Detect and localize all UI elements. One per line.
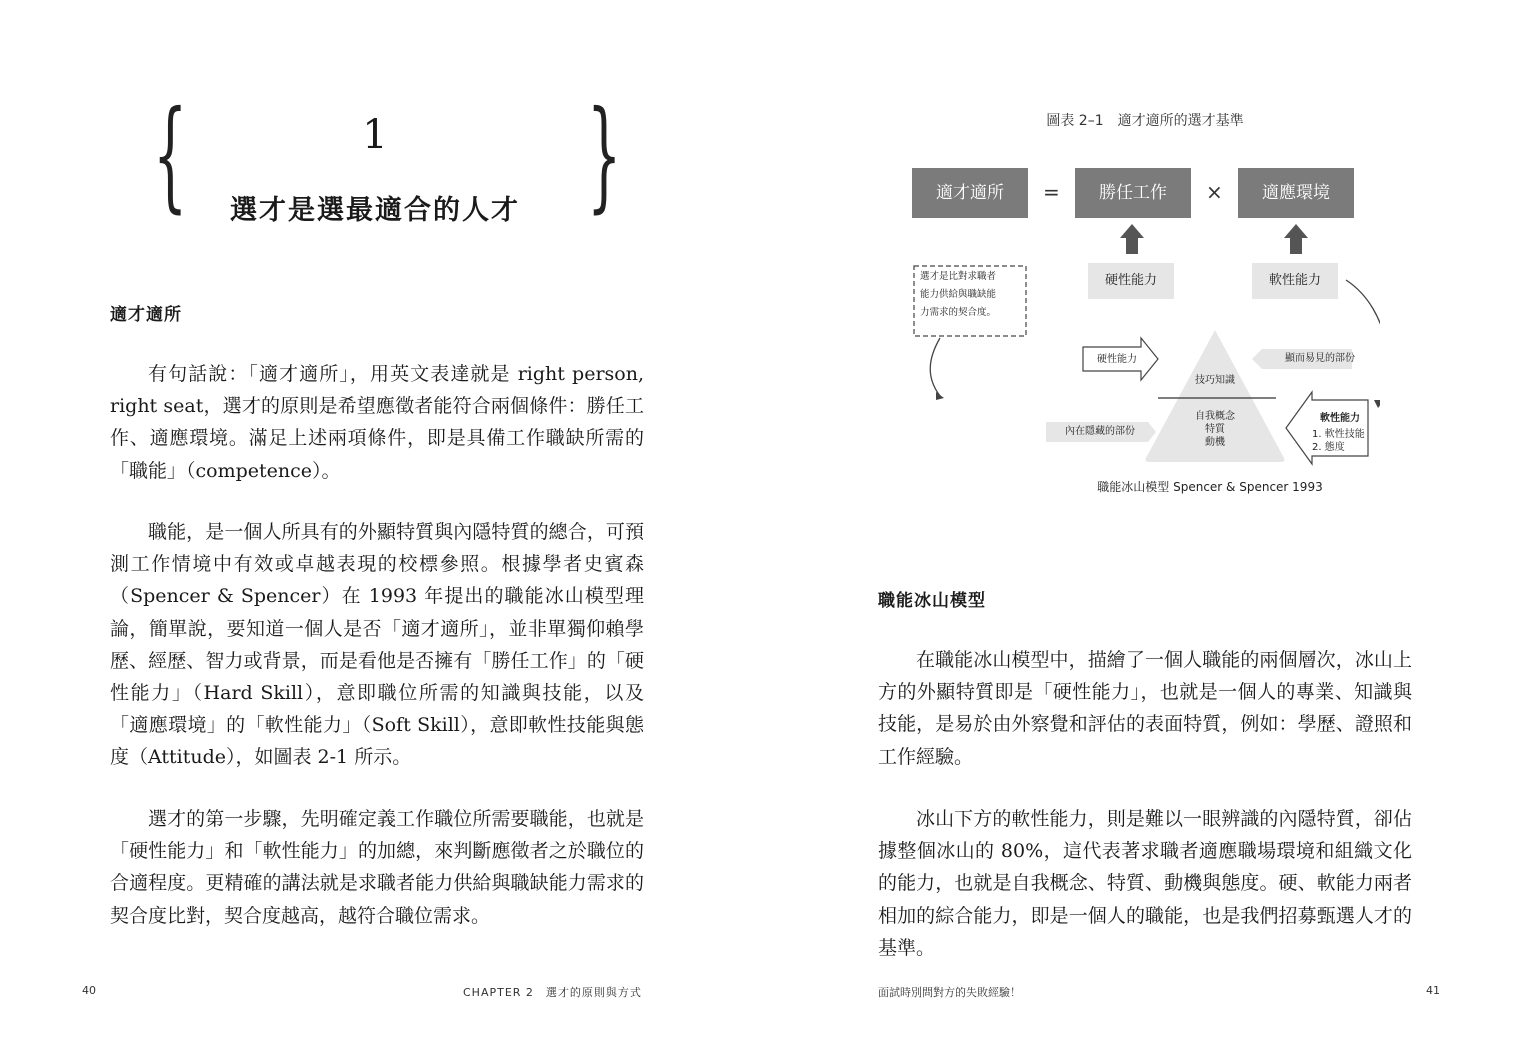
equals-operator: =: [1043, 180, 1060, 204]
section-number: 1: [362, 112, 388, 158]
box-adapt-environment: 適應環境: [1238, 168, 1354, 218]
note-line: 能力供給與職缺能: [920, 289, 997, 300]
note-line: 力需求的契合度。: [920, 307, 997, 318]
box-competent-at-job: 勝任工作: [1075, 168, 1191, 218]
paragraph: 選才的第一步驟，先明確定義工作職位所需要職能，也就是「硬性能力」和「軟性能力」的加總，來判斷應徵者之於職位的合適程度。更精確的講法就是求職者能力供給與職缺能力需求的契合度比對，契合度越高，越符合職位需求。: [110, 808, 644, 927]
page-number: 41: [1426, 984, 1440, 997]
soft-list-item: 1. 軟性技能: [1312, 429, 1365, 440]
hard-skill-box: 硬性能力: [1088, 263, 1174, 299]
chapter-label: CHAPTER 2 選才的原則與方式: [463, 986, 642, 999]
left-brace-ornament: {: [152, 86, 188, 225]
box-right-person-right-seat: 適才適所: [912, 168, 1028, 218]
paragraph: 在職能冰山模型中，描繪了一個人職能的兩個層次，冰山上方的外顯特質即是「硬性能力」，也就是一個人的專業、知識與技能，是易於由外察覺和評估的表面特質，例如：學歷、證照和工作經驗。: [878, 649, 1412, 768]
page-number: 40: [82, 984, 96, 997]
times-operator: ×: [1206, 180, 1223, 204]
note-text: [914, 266, 1038, 324]
core-line: 自我概念: [1195, 411, 1235, 422]
visible-part-label: 顯而易見的部份: [1285, 353, 1355, 364]
section-title: 選才是選最適合的人才: [230, 195, 520, 226]
paragraph: 職能，是一個人所具有的外顯特質與內隱特質的總合，可預測工作情境中有效或卓越表現的校標參照。根據學者史賓森（Spencer & Spencer）在 1993 年提出的職能冰山模型理論，簡單說，要知道一個人是否「適才適所」，並非單獨仰賴學歷、經歷、智力或背景，而是看他是否擁有「勝任工作」的「硬性能力」（Hard Skill），意即職位所需的知識與技能，以及「適應環境」的「軟性能力」（Soft Skill），意即軟性技能與態度（Attitude），如圖表 2-1 所示。: [110, 521, 644, 769]
soft-arrow-list: [1312, 428, 1372, 454]
core-line: 特質: [1205, 424, 1225, 435]
running-title: 面試時別問對方的失敗經驗！: [878, 986, 1021, 999]
hidden-part-label: 內在隱藏的部份: [1065, 426, 1135, 437]
soft-skill-box: 軟性能力: [1252, 263, 1338, 299]
curve-arrow-right-icon: [1346, 280, 1380, 402]
core-traits-label: [1186, 410, 1244, 449]
paragraph: 冰山下方的軟性能力，則是難以一眼辨識的內隱特質，卻佔據整個冰山的 80%，這代表著求職者適應職場環境和組織文化的能力，也就是自我概念、特質、動機與態度。硬、軟能力兩者相加的綜合能力，即是一個人的職能，也是我們招募甄選人才的基準。: [878, 808, 1412, 959]
soft-list-item: 2. 態度: [1312, 442, 1345, 453]
subheading-right-person: 適才適所: [110, 305, 182, 325]
subheading-iceberg-model: 職能冰山模型: [878, 591, 986, 611]
iceberg-figure: [900, 100, 1380, 510]
figure-caption: 圖表 2–1 適才適所的選才基準: [1046, 113, 1244, 129]
core-line: 動機: [1205, 437, 1225, 448]
skills-knowledge-label: 技巧知識: [1195, 375, 1235, 386]
right-brace-ornament: }: [586, 86, 622, 225]
up-arrow-icon: [1120, 224, 1308, 254]
hard-arrow-label: 硬性能力: [1097, 354, 1137, 365]
paragraph: 有句話說：「適才適所」，用英文表達就是 right person, right seat，選才的原則是希望應徵者能符合兩個條件：勝任工作、適應環境。滿足上述兩項條件，即是具備工作職缺所需的「職能」（competence）。: [110, 363, 644, 482]
soft-arrow-title: 軟性能力: [1320, 413, 1360, 424]
note-line: 選才是比對求職者: [920, 271, 997, 282]
curve-arrow-left-icon: [930, 338, 940, 396]
model-caption: 職能冰山模型 Spencer & Spencer 1993: [1097, 480, 1323, 494]
right-page: [760, 0, 1520, 1053]
